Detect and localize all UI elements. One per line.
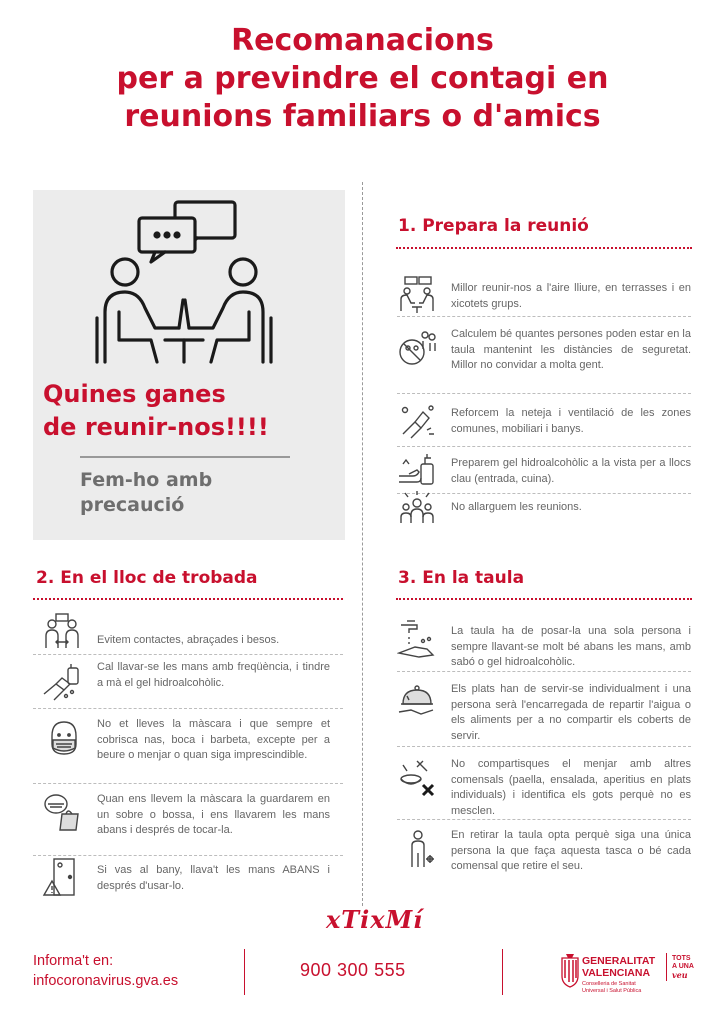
item-divider xyxy=(33,708,343,709)
title-line-3: reunions familiars o d'amics xyxy=(124,99,601,134)
section-3-item-2-text: Els plats han de servir-se individualment i una persona serà l'encarregada de repartir l'aigua o els aliments per a no compartir els coberts de servir. xyxy=(451,683,691,742)
hero-sub-line-2: precaució xyxy=(80,494,185,516)
item-divider xyxy=(397,671,691,672)
generalitat-line-2: VALENCIANA xyxy=(582,967,651,979)
conselleria-name xyxy=(582,981,641,995)
title-line-1: Recomanacions xyxy=(231,23,494,58)
item-divider xyxy=(397,446,691,447)
section-3-item-3-text: No compartisques el menjar amb altres comensals (paella, ensalada, aperitius en plats individuals) i identifica els gots perquè no es mesclen. xyxy=(451,758,691,817)
item-divider xyxy=(397,316,691,317)
section-2-heading: 2. En el lloc de trobada xyxy=(36,568,258,588)
logo-divider xyxy=(666,953,667,981)
title-line-2: per a previndre el contagi en xyxy=(116,61,609,96)
footer-divider xyxy=(502,949,503,995)
brand-logo: xTixMí xyxy=(326,905,424,934)
hero-subheading xyxy=(80,468,212,518)
info-label: Informa't en: xyxy=(33,953,114,969)
hand-gel-icon xyxy=(397,450,437,490)
item-divider xyxy=(33,855,343,856)
phone-number[interactable]: 900 300 555 xyxy=(300,960,406,980)
hero-heading-line-1: Quines ganes xyxy=(43,380,226,408)
meeting-people-icon xyxy=(95,200,275,375)
generalitat-crest-icon xyxy=(560,952,580,993)
info-url-link[interactable]: infocoronavirus.gva.es xyxy=(33,973,179,989)
section-3-heading: 3. En la taula xyxy=(398,568,525,588)
item-divider xyxy=(397,819,691,820)
bathroom-door-icon xyxy=(42,857,82,897)
generalitat-name xyxy=(582,955,655,979)
hero-sub-line-1: Fem-ho amb xyxy=(80,469,213,491)
page-title xyxy=(0,22,725,136)
item-divider xyxy=(397,746,691,747)
tots-line-3: veu xyxy=(672,970,688,980)
column-divider xyxy=(362,182,363,906)
section-1-item-2-text: Calculem bé quantes persones poden estar en la taula mantenint les distàncies de seguretat. Millor no convidar a molta gent. xyxy=(451,328,691,371)
section-1-heading: 1. Prepara la reunió xyxy=(398,216,589,236)
single-person-icon xyxy=(400,829,440,869)
tots-line-2: A UNA xyxy=(672,963,694,970)
section-2-item-1-text: Evitem contactes, abraçades i besos. xyxy=(97,634,280,646)
hero-divider xyxy=(80,456,290,458)
no-sharing-food-icon xyxy=(397,757,437,797)
footer-divider xyxy=(244,949,245,995)
hero-heading-line-2: de reunir-nos!!!! xyxy=(43,413,269,441)
section-2-item-2-text: Cal llavar-se les mans amb freqüència, i tindre a mà el gel hidroalcohòlic. xyxy=(97,661,330,689)
section-1-item-1-text: Millor reunir-nos a l'aire lliure, en terrasses i en xicotets grups. xyxy=(451,282,691,310)
generalitat-line-1: GENERALITAT xyxy=(582,955,656,967)
conselleria-line-2: Universal i Salut Pública xyxy=(582,988,642,994)
section-1-item-4-text: Preparem gel hidroalcohòlic a la vista per a llocs clau (entrada, cuina). xyxy=(451,457,691,485)
no-contact-icon xyxy=(42,612,82,652)
section-2-item-4-text: Quan ens llevem la màscara la guardarem en un sobre o bossa, i ens llavarem les mans abans i després de tocar-la. xyxy=(97,793,330,836)
tots-line-1: TOTS xyxy=(672,955,691,962)
serving-dish-icon xyxy=(397,680,437,720)
mask-bag-icon xyxy=(42,792,82,832)
section-3-item-1-text: La taula ha de posar-la una sola persona i sempre llavant-se molt bé abans les mans, amb sabó o gel hidroalcohòlic. xyxy=(451,625,691,668)
info-block xyxy=(33,951,178,991)
item-divider xyxy=(397,393,691,394)
item-divider xyxy=(397,493,691,494)
section-1-item-3-text: Reforcem la neteja i ventilació de les zones comunes, mobiliari i banys. xyxy=(451,407,691,435)
tots-a-una-veu-logo xyxy=(672,955,694,979)
section-1-item-5-text: No allarguem les reunions. xyxy=(451,501,582,513)
section-3-rule xyxy=(396,598,692,600)
face-mask-icon xyxy=(44,718,84,758)
section-3-item-4-text: En retirar la taula opta perquè siga una única persona la que faça aquesta tasca o bé cada comensal que retire el seu. xyxy=(451,829,691,872)
section-2-item-5-text: Si vas al bany, llava't les mans ABANS i després d'usar-lo. xyxy=(97,864,330,892)
item-divider xyxy=(33,654,343,655)
section-2-rule xyxy=(33,598,343,600)
hand-washing-icon xyxy=(42,664,82,704)
short-meeting-icon xyxy=(397,489,437,529)
item-divider xyxy=(33,783,343,784)
cleaning-hands-icon xyxy=(397,402,437,442)
hero-heading xyxy=(43,378,269,444)
conselleria-line-1: Conselleria de Sanitat xyxy=(582,981,636,987)
no-crowd-icon xyxy=(397,329,437,369)
tap-washing-icon xyxy=(397,619,437,659)
section-2-item-3-text: No et lleves la màscara i que sempre et cobrisca nas, boca i barbeta, excepte per a beure o menjar o quan siga imprescindible. xyxy=(97,718,330,761)
outdoor-meeting-icon xyxy=(397,275,437,315)
section-1-rule xyxy=(396,247,692,249)
